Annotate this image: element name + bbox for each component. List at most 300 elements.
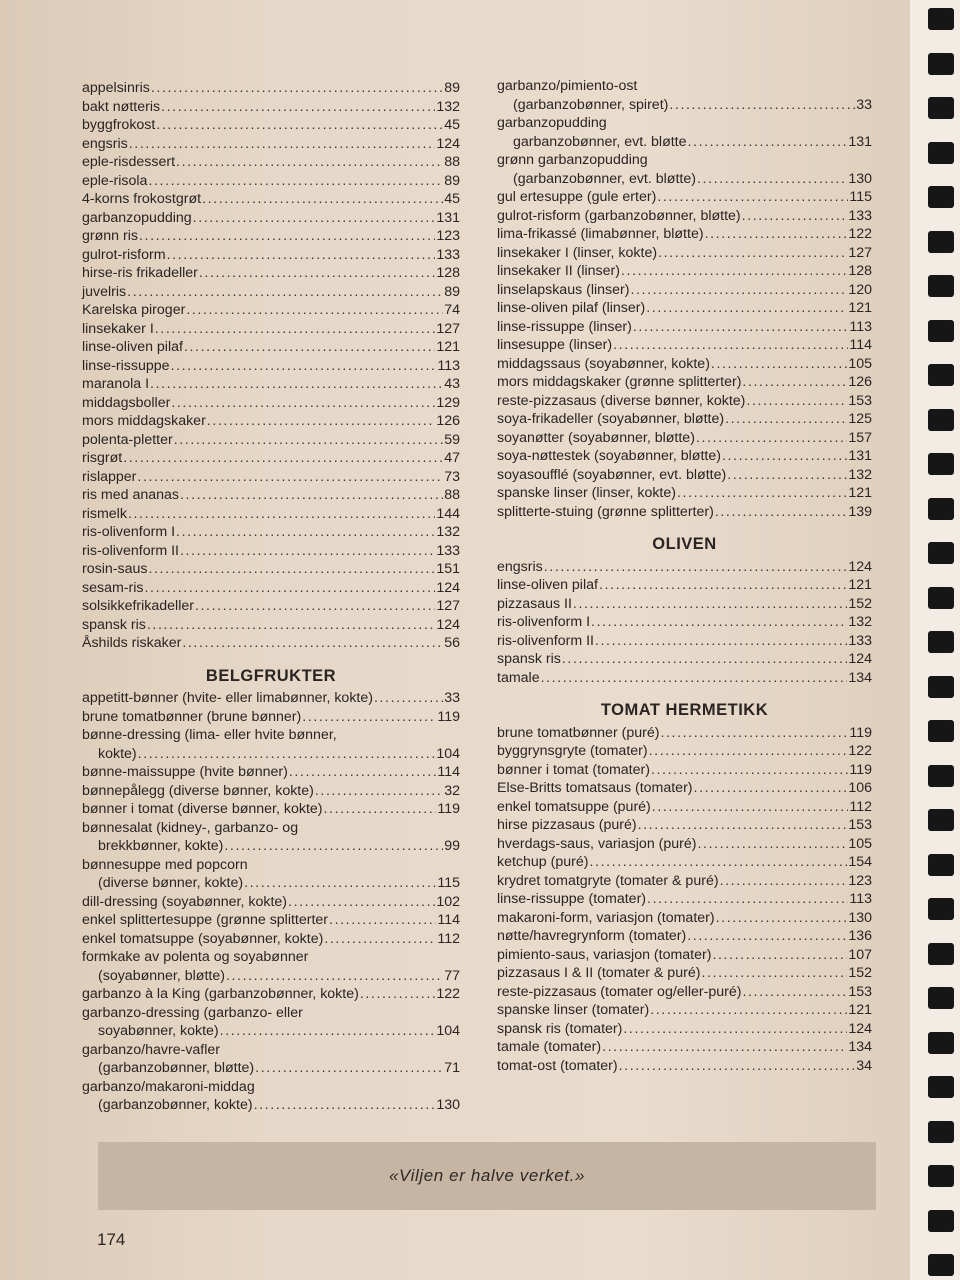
- entry-name: bønne-maissuppe (hvite bønner): [82, 764, 288, 780]
- dot-leader: [220, 1022, 436, 1041]
- entry-page-number: 114: [849, 337, 872, 353]
- dot-leader: [360, 985, 435, 1004]
- entry-page-number: 74: [444, 302, 460, 318]
- entry-name: bønner i tomat (diverse bønner, kokte): [82, 801, 323, 817]
- index-entry: [497, 558, 872, 577]
- index-entry: [497, 669, 872, 688]
- entry-page-number: 122: [436, 986, 460, 1002]
- binding-ring: [928, 1076, 954, 1098]
- entry-page-number: 133: [848, 632, 872, 649]
- entry-name: ketchup (puré): [497, 854, 589, 870]
- index-entry: [82, 468, 460, 487]
- index-entry: [497, 835, 872, 854]
- dot-leader: [202, 190, 443, 209]
- entry-page-number: 119: [849, 761, 872, 778]
- index-entry: [497, 170, 872, 189]
- index-entry: [497, 983, 872, 1002]
- entry-page-number: 89: [444, 283, 460, 300]
- dot-leader: [155, 320, 436, 339]
- dot-leader: [623, 1020, 847, 1039]
- dot-leader: [167, 246, 436, 265]
- entry-name: pimiento-saus, variasjon (tomater): [497, 946, 712, 963]
- entry-name: byggfrokost: [82, 117, 156, 133]
- section-heading-oliven: OLIVEN: [652, 535, 717, 553]
- dot-leader: [602, 1038, 847, 1057]
- dot-leader: [148, 172, 443, 191]
- entry-name: kokte): [98, 745, 137, 762]
- index-entry: [82, 283, 460, 302]
- entry-name: brune tomatbønner (brune bønner): [82, 708, 302, 725]
- entry-name: nøtte/havregrynform (tomater): [497, 928, 687, 944]
- entry-page-number: 45: [444, 117, 460, 133]
- entry-page-number: 124: [848, 651, 872, 667]
- entry-page-number: 59: [444, 431, 460, 448]
- entry-name: ris-olivenform I: [82, 524, 176, 540]
- entry-page-number: 152: [848, 595, 872, 612]
- entry-name: linse-oliven pilaf: [82, 339, 183, 355]
- index-entry: [82, 542, 460, 561]
- right-column: [497, 77, 872, 1075]
- index-entry: [82, 264, 460, 283]
- dot-leader: [742, 373, 847, 392]
- entry-name: pizzasaus I & II (tomater & puré): [497, 965, 701, 981]
- entry-page-number: 128: [436, 265, 460, 281]
- entry-page-number: 105: [848, 355, 872, 372]
- entry-name: lima-frikassé (limabønner, bløtte): [497, 226, 704, 242]
- index-entry: [497, 244, 872, 263]
- index-entry: [497, 133, 872, 152]
- entry-page-number: 123: [848, 872, 872, 889]
- entry-name: soyanøtter (soyabønner, bløtte): [497, 429, 695, 446]
- binding-ring: [928, 364, 954, 386]
- oliven-index-list: [497, 558, 872, 688]
- entry-name: garbanzo à la King (garbanzobønner, kokte): [82, 986, 359, 1002]
- entry-name: (diverse bønner, kokte): [98, 875, 244, 891]
- index-entry: [82, 689, 460, 708]
- entry-page-number: 129: [436, 394, 460, 411]
- entry-name: (garbanzobønner, evt. bløtte): [513, 170, 696, 187]
- dot-leader: [207, 412, 436, 431]
- index-entry: [82, 985, 460, 1004]
- entry-name: middagssaus (soyabønner, kokte): [497, 355, 710, 372]
- index-entry: [82, 560, 460, 579]
- index-entry: [82, 1022, 460, 1041]
- index-entry: [82, 837, 460, 856]
- binding-ring: [928, 720, 954, 742]
- dot-leader: [127, 283, 443, 302]
- entry-name: sesam-ris: [82, 579, 144, 596]
- entry-page-number: 33: [856, 96, 872, 113]
- dot-leader: [151, 79, 443, 98]
- index-entry-text: bønnesalat (kidney-, garbanzo- og: [82, 819, 299, 836]
- dot-leader: [698, 835, 848, 854]
- binding-ring: [928, 142, 954, 164]
- index-entry: [497, 890, 872, 909]
- index-entry: [497, 779, 872, 798]
- entry-name: eple-risdessert: [82, 154, 176, 170]
- binding-ring: [928, 1254, 954, 1276]
- entry-page-number: 127: [848, 244, 872, 261]
- index-entry: [497, 336, 872, 355]
- entry-name: tamale (tomater): [497, 1039, 602, 1055]
- entry-name: bønnepålegg (diverse bønner, kokte): [82, 782, 314, 799]
- entry-name: (garbanzobønner, spiret): [513, 96, 669, 113]
- entry-name: ris-olivenform I: [497, 614, 591, 630]
- dot-leader: [195, 597, 435, 616]
- dot-leader: [619, 1057, 856, 1076]
- entry-name: byggrynsgryte (tomater): [497, 743, 648, 759]
- entry-name: brekkbønner, kokte): [98, 838, 224, 854]
- section-heading-tomat-hermetikk: TOMAT HERMETIKK: [600, 701, 769, 719]
- dot-leader: [727, 466, 847, 485]
- binding-ring: [928, 676, 954, 698]
- index-entry: [82, 172, 460, 191]
- dot-leader: [137, 468, 443, 487]
- entry-page-number: 130: [848, 170, 872, 187]
- entry-page-number: 126: [848, 374, 872, 390]
- entry-name: rosin-saus: [82, 561, 148, 577]
- binding-ring: [928, 8, 954, 30]
- dot-leader: [147, 616, 435, 635]
- index-entry: [82, 745, 460, 764]
- binding-ring: [928, 320, 954, 342]
- entry-page-number: 128: [848, 263, 872, 279]
- quote-text: «Viljen er halve verket.»: [388, 1166, 586, 1185]
- entry-page-number: 124: [436, 616, 460, 633]
- dot-leader: [171, 357, 437, 376]
- entry-name: enkel tomatsuppe (soyabønner, kokte): [82, 930, 324, 947]
- entry-name: engsris: [497, 558, 543, 575]
- entry-page-number: 33: [444, 690, 460, 706]
- index-entry: [82, 523, 460, 542]
- index-entry: [82, 616, 460, 635]
- index-entry: [82, 505, 460, 524]
- index-entry: [82, 967, 460, 986]
- entry-name: tamale: [497, 669, 540, 686]
- index-entry: [497, 816, 872, 835]
- entry-name: rislapper: [82, 468, 137, 485]
- index-entry: [82, 338, 460, 357]
- index-entry-text: formkake av polenta og soyabønner: [82, 949, 309, 965]
- index-entry-text: bønnesuppe med popcorn: [82, 856, 248, 873]
- entry-name: reste-pizzasaus (diverse bønner, kokte): [497, 392, 746, 409]
- entry-page-number: 152: [848, 965, 872, 981]
- index-entry: [82, 98, 460, 117]
- entry-name: soyabønner, kokte): [98, 1023, 219, 1039]
- entry-name: reste-pizzasaus (tomater og/eller-puré): [497, 983, 742, 1000]
- index-entry: [497, 447, 872, 466]
- dot-leader: [650, 1001, 847, 1020]
- entry-name: ris med ananas: [82, 487, 179, 503]
- dot-leader: [742, 983, 847, 1002]
- dot-leader: [315, 782, 443, 801]
- entry-name: enkel tomatsuppe (puré): [497, 798, 651, 815]
- dot-leader: [658, 244, 847, 263]
- spiral-binding: [910, 0, 960, 1280]
- dot-leader: [184, 338, 435, 357]
- entry-name: (garbanzobønner, kokte): [98, 1097, 253, 1113]
- index-entry-text: grønn garbanzopudding: [497, 152, 648, 168]
- entry-page-number: 45: [444, 191, 460, 207]
- entry-page-number: 132: [436, 98, 460, 115]
- dot-leader: [138, 745, 436, 764]
- entry-name: middagsboller: [82, 394, 171, 411]
- dot-leader: [649, 742, 848, 761]
- entry-page-number: 133: [436, 542, 460, 559]
- entry-page-number: 130: [436, 1097, 460, 1113]
- entry-name: garbanzopudding: [82, 209, 192, 226]
- entry-name: pizzasaus II: [497, 595, 572, 612]
- dot-leader: [742, 207, 848, 226]
- index-entry: [497, 96, 872, 115]
- dot-leader: [329, 911, 436, 930]
- binding-ring: [928, 1121, 954, 1143]
- entry-page-number: 151: [436, 561, 460, 577]
- entry-name: (garbanzobønner, bløtte): [98, 1060, 255, 1076]
- entry-name: linsekaker II (linser): [497, 263, 620, 279]
- index-entry: [82, 79, 460, 98]
- entry-page-number: 124: [436, 579, 460, 596]
- entry-name: linsekaker I (linser, kokte): [497, 244, 658, 261]
- index-entry: [497, 1001, 872, 1020]
- dot-leader: [647, 890, 848, 909]
- index-entry-text: bønne-dressing (lima- eller hvite bønner,: [82, 727, 337, 743]
- index-entry: [82, 431, 460, 450]
- entry-page-number: 132: [848, 466, 872, 483]
- index-entry: [82, 930, 460, 949]
- binding-ring: [928, 1165, 954, 1187]
- entry-name: soya-frikadeller (soyabønner, bløtte): [497, 411, 725, 427]
- dot-leader: [660, 724, 848, 743]
- entry-page-number: 122: [848, 226, 872, 242]
- entry-page-number: 127: [436, 320, 460, 337]
- legume-index-list-continued: [497, 77, 872, 521]
- entry-name: linse-rissuppe (linser): [497, 318, 632, 335]
- index-entry: [497, 429, 872, 448]
- entry-page-number: 153: [848, 392, 872, 409]
- entry-name: hirse-ris frikadeller: [82, 265, 198, 281]
- index-entry: [497, 262, 872, 281]
- dot-leader: [687, 927, 847, 946]
- index-entry: [497, 853, 872, 872]
- entry-page-number: 115: [437, 875, 460, 891]
- entry-page-number: 88: [444, 154, 460, 170]
- dot-leader: [174, 431, 444, 450]
- index-entry: [497, 650, 872, 669]
- entry-name: hirse pizzasaus (puré): [497, 817, 637, 833]
- entry-name: brune tomatbønner (puré): [497, 724, 660, 741]
- index-entry: [497, 964, 872, 983]
- dot-leader: [720, 872, 848, 891]
- entry-page-number: 133: [436, 246, 460, 263]
- index-entry-text: garbanzo/pimiento-ost: [497, 78, 638, 94]
- dot-leader: [226, 967, 443, 986]
- binding-ring: [928, 453, 954, 475]
- dot-leader: [677, 484, 847, 503]
- dot-leader: [374, 689, 443, 708]
- index-entry: [82, 375, 460, 394]
- entry-name: bakt nøtteris: [82, 98, 161, 115]
- dot-leader: [746, 392, 847, 411]
- entry-name: spanske linser (tomater): [497, 1002, 650, 1018]
- entry-page-number: 104: [436, 1023, 460, 1039]
- index-entry: [82, 782, 460, 801]
- index-entry: [497, 410, 872, 429]
- entry-page-number: 112: [437, 930, 460, 947]
- entry-page-number: 144: [436, 505, 460, 522]
- entry-page-number: 43: [444, 376, 460, 392]
- entry-name: rismelk: [82, 505, 127, 522]
- index-entry-text: garbanzo-dressing (garbanzo- eller: [82, 1004, 303, 1021]
- rice-index-list: [82, 79, 460, 653]
- entry-page-number: 121: [848, 300, 872, 316]
- entry-page-number: 120: [848, 281, 872, 298]
- entry-page-number: 102: [436, 893, 460, 910]
- index-entry: [82, 634, 460, 653]
- dot-leader: [324, 930, 436, 949]
- entry-name: spansk ris: [497, 651, 561, 667]
- entry-name: linse-rissuppe: [82, 357, 170, 374]
- dot-leader: [630, 281, 847, 300]
- binding-ring: [928, 1032, 954, 1054]
- entry-name: bønner i tomat (tomater): [497, 761, 650, 778]
- entry-page-number: 114: [437, 912, 460, 928]
- entry-page-number: 47: [444, 450, 460, 466]
- entry-name: garbanzobønner, evt. bløtte: [513, 133, 687, 150]
- entry-name: maranola I: [82, 376, 150, 392]
- dot-leader: [696, 429, 847, 448]
- dot-leader: [148, 560, 435, 579]
- index-entry: [82, 246, 460, 265]
- dot-leader: [688, 133, 848, 152]
- entry-page-number: 115: [849, 189, 872, 205]
- binding-ring: [928, 809, 954, 831]
- index-entry-text: garbanzo/havre-vafler: [82, 1041, 221, 1058]
- index-entry: [82, 1059, 460, 1078]
- binding-ring: [928, 53, 954, 75]
- entry-name: ris-olivenform II: [497, 632, 594, 649]
- index-entry: [497, 927, 872, 946]
- index-entry: [497, 761, 872, 780]
- index-entry: [82, 911, 460, 930]
- index-entry: [497, 1038, 872, 1057]
- dot-leader: [199, 264, 435, 283]
- binding-ring: [928, 542, 954, 564]
- index-entry: [82, 708, 460, 727]
- index-entry: [82, 579, 460, 598]
- entry-page-number: 153: [848, 817, 872, 833]
- entry-page-number: 56: [444, 635, 460, 651]
- entry-page-number: 107: [848, 946, 872, 963]
- dot-leader: [128, 505, 435, 524]
- entry-name: linse-rissuppe (tomater): [497, 891, 647, 907]
- index-entry: [497, 576, 872, 595]
- dot-leader: [621, 262, 847, 281]
- entry-page-number: 133: [848, 207, 872, 224]
- entry-page-number: 132: [436, 524, 460, 540]
- entry-name: mors middagskaker (grønne splitterter): [497, 374, 742, 390]
- entry-page-number: 77: [444, 967, 460, 984]
- entry-page-number: 131: [848, 448, 872, 464]
- entry-page-number: 34: [856, 1057, 872, 1074]
- index-entry: [497, 318, 872, 337]
- binding-ring: [928, 186, 954, 208]
- index-entry: [82, 893, 460, 912]
- entry-name: soya-nøttestek (soyabønner, bløtte): [497, 448, 721, 464]
- entry-page-number: 88: [444, 487, 460, 503]
- index-entry-text: garbanzo/makaroni-middag: [82, 1078, 255, 1095]
- dot-leader: [716, 909, 848, 928]
- dot-leader: [288, 893, 435, 912]
- entry-page-number: 119: [849, 724, 872, 741]
- entry-name: eple-risola: [82, 172, 148, 189]
- index-entry: [497, 484, 872, 503]
- index-entry: [497, 466, 872, 485]
- index-entry: [497, 632, 872, 651]
- index-entry: [497, 225, 872, 244]
- entry-page-number: 71: [444, 1060, 460, 1076]
- index-entry: [497, 1020, 872, 1039]
- entry-page-number: 121: [848, 577, 872, 593]
- dot-leader: [694, 779, 848, 798]
- entry-name: risgrøt: [82, 450, 123, 466]
- index-entry: [497, 373, 872, 392]
- index-entry: [497, 595, 872, 614]
- entry-page-number: 131: [848, 133, 872, 150]
- index-entry: [82, 320, 460, 339]
- binding-ring: [928, 409, 954, 431]
- entry-name: gulrot-risform (garbanzobønner, bløtte): [497, 207, 741, 224]
- entry-page-number: 136: [848, 928, 872, 944]
- entry-page-number: 114: [437, 764, 460, 780]
- index-entry: [497, 392, 872, 411]
- entry-name: gulrot-risform: [82, 246, 166, 263]
- index-entry: [497, 503, 872, 522]
- entry-page-number: 154: [848, 854, 872, 870]
- dot-leader: [705, 225, 848, 244]
- dot-leader: [669, 96, 855, 115]
- index-entry: [497, 742, 872, 761]
- entry-page-number: 113: [437, 357, 460, 374]
- entry-name: Else-Britts tomatsaus (tomater): [497, 780, 693, 796]
- index-entry: [82, 800, 460, 819]
- entry-page-number: 132: [848, 614, 872, 630]
- dot-leader: [244, 874, 436, 893]
- entry-page-number: 119: [437, 708, 460, 725]
- dot-leader: [150, 375, 443, 394]
- dot-leader: [657, 188, 848, 207]
- entry-page-number: 157: [848, 429, 872, 446]
- entry-page-number: 127: [436, 598, 460, 614]
- entry-page-number: 32: [444, 782, 460, 799]
- binding-ring: [928, 943, 954, 965]
- entry-page-number: 121: [848, 485, 872, 501]
- entry-page-number: 121: [436, 339, 460, 355]
- entry-name: appetitt-bønner (hvite- eller limabønner, kokte): [82, 690, 373, 706]
- entry-name: linse-oliven pilaf (linser): [497, 300, 646, 316]
- index-entry: [82, 357, 460, 376]
- dot-leader: [701, 964, 847, 983]
- dot-leader: [722, 447, 847, 466]
- entry-page-number: 139: [848, 503, 872, 520]
- index-entry: [82, 763, 460, 782]
- dot-leader: [725, 410, 847, 429]
- entry-name: hverdags-saus, variasjon (puré): [497, 835, 697, 852]
- dot-leader: [633, 318, 849, 337]
- dot-leader: [595, 632, 847, 651]
- dot-leader: [182, 634, 443, 653]
- entry-name: dill-dressing (soyabønner, kokte): [82, 893, 288, 910]
